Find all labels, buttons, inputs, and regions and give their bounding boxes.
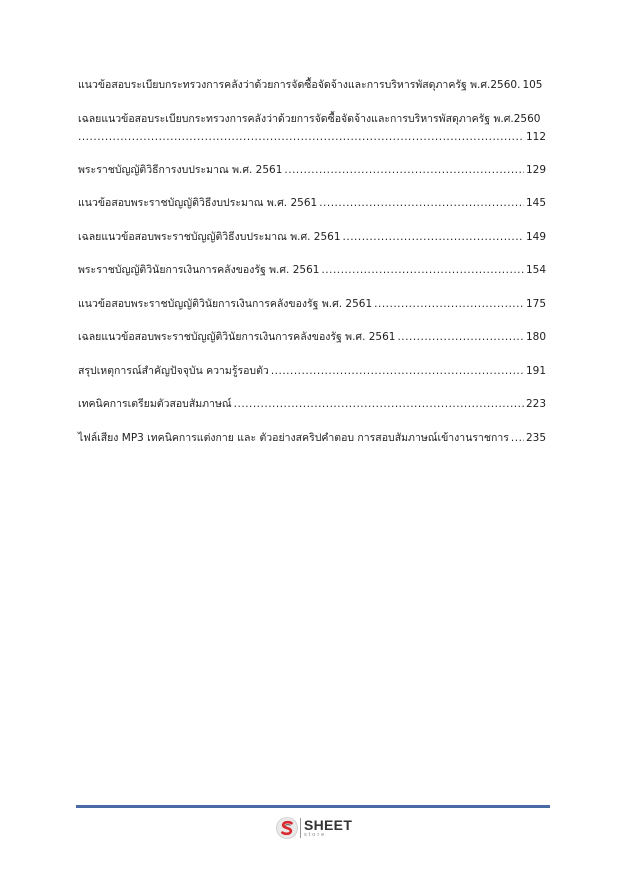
toc-leader-dots xyxy=(319,194,524,212)
toc-entry-title: ไฟล์เสียง MP3 เทคนิคการแต่งกาย และ ตัวอย่างสคริปคำตอบ การสอบสัมภาษณ์เข้างานราชการ xyxy=(78,431,509,444)
toc-leader-dots xyxy=(343,228,524,246)
toc-entry[interactable] xyxy=(78,395,546,413)
toc-entry-title: เฉลยแนวข้อสอบพระราชบัญญัติวินัยการเงินการคลังของรัฐ พ.ศ. 2561 xyxy=(78,331,396,343)
toc-entry[interactable] xyxy=(78,328,546,346)
toc-entry-page: 154 xyxy=(525,264,546,276)
toc-leader-dots xyxy=(271,362,524,380)
toc-entry-title: เฉลยแนวข้อสอบระเบียบกระทรวงการคลังว่าด้วยการจัดซื้อจัดจ้างและการบริหารพัสดุภาครัฐ พ.ศ.2560 xyxy=(78,112,541,125)
toc-entry-page: 191 xyxy=(525,364,546,377)
toc-entry[interactable] xyxy=(78,110,546,146)
toc-entry-page: 149 xyxy=(525,230,546,243)
toc-entry-title: พระราชบัญญัติวิธีการงบประมาณ พ.ศ. 2561 xyxy=(78,163,283,176)
toc-leader-dots xyxy=(321,261,524,279)
toc-entry-page: 145 xyxy=(525,197,546,209)
toc-entry[interactable] xyxy=(78,228,546,246)
toc-entry-title: สรุปเหตุการณ์สำคัญปัจจุบัน ความรู้รอบตัว xyxy=(78,364,269,377)
toc-leader-dots xyxy=(374,295,524,313)
sheetstore-s-icon xyxy=(276,817,298,839)
toc-entry-page: 129 xyxy=(525,163,546,176)
toc-entry-page: 180 xyxy=(525,331,546,343)
toc-entry-page: 223 xyxy=(525,398,546,410)
toc-entry-title: แนวข้อสอบระเบียบกระทรวงการคลังว่าด้วยการจัดซื้อจัดจ้างและการบริหารพัสดุภาครัฐ พ.ศ.2560. xyxy=(78,79,521,91)
toc-entry[interactable] xyxy=(78,161,546,179)
toc-entry[interactable] xyxy=(78,261,546,279)
toc-leader-dots xyxy=(511,429,524,447)
toc-entry-page: 105 xyxy=(522,79,543,91)
toc-leader-dots xyxy=(234,395,524,413)
toc-entry-page: 112 xyxy=(525,130,546,143)
sheetstore-logo xyxy=(276,816,352,840)
toc-entry[interactable] xyxy=(78,362,546,380)
toc-entry-title: เฉลยแนวข้อสอบพระราชบัญญัติวิธีงบประมาณ พ.ศ. 2561 xyxy=(78,230,341,243)
logo-subtext: store xyxy=(304,831,327,838)
toc-entry[interactable] xyxy=(78,295,546,313)
toc-leader-dots xyxy=(284,161,524,179)
table-of-contents xyxy=(78,76,546,462)
toc-entry-page: 235 xyxy=(525,431,546,444)
toc-entry[interactable] xyxy=(78,76,546,94)
footer-rule xyxy=(76,805,550,808)
toc-entry-title: แนวข้อสอบพระราชบัญญัติวิธีงบประมาณ พ.ศ. 2561 xyxy=(78,197,318,209)
toc-entry[interactable] xyxy=(78,429,546,447)
toc-leader-dots xyxy=(78,128,523,146)
toc-entry-title: แนวข้อสอบพระราชบัญญัติวินัยการเงินการคลังของรัฐ พ.ศ. 2561 xyxy=(78,297,373,310)
logo-wordmark: SHEET xyxy=(304,816,353,833)
toc-entry-title: เทคนิคการเตรียมตัวสอบสัมภาษณ์ xyxy=(78,398,232,410)
toc-leader-dots xyxy=(397,328,523,346)
logo-separator xyxy=(300,818,301,838)
toc-entry-title: พระราชบัญญัติวินัยการเงินการคลังของรัฐ พ.ศ. 2561 xyxy=(78,264,320,276)
toc-entry[interactable] xyxy=(78,194,546,212)
toc-entry-page: 175 xyxy=(525,297,546,310)
